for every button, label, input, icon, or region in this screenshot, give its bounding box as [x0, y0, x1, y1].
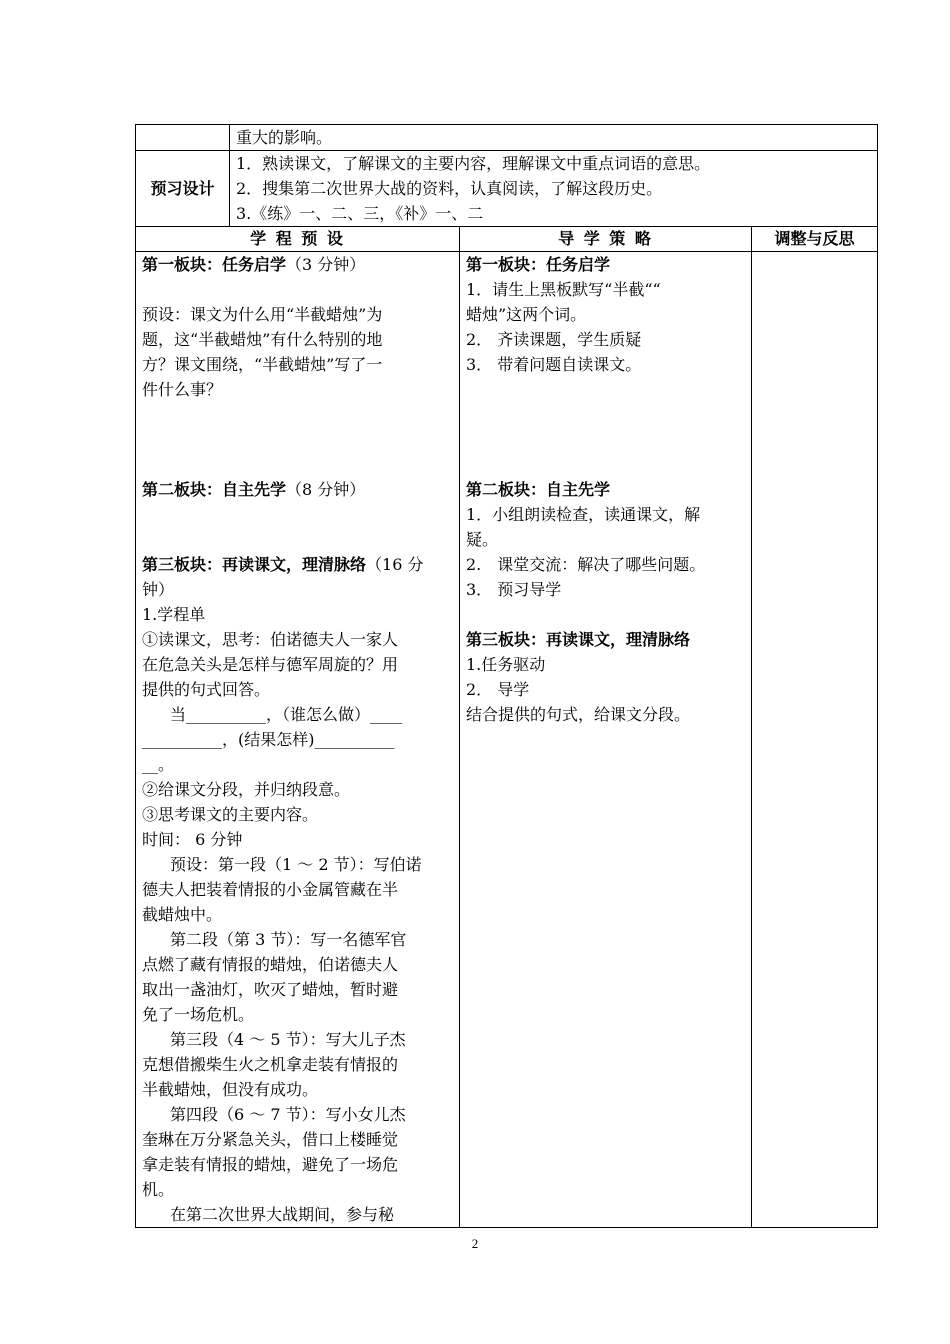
middle-text: 蜡烛”这两个词。 [466, 305, 587, 324]
left-s3-title: 第三板块：再读课文，理清脉络 [142, 555, 367, 574]
middle-text: 3． 预习导学 [466, 580, 562, 599]
middle-text: 疑。 [466, 530, 499, 549]
left-text: 1.学程单 [142, 605, 206, 624]
left-column [136, 252, 460, 1228]
left-text: 预设：第一段（1 ～ 2 节）：写伯诺 [170, 855, 422, 874]
middle-text: 1．小组朗读检查，读通课文，解 [466, 505, 701, 524]
left-text: 机。 [142, 1180, 175, 1199]
left-text: ③思考课文的主要内容。 [142, 805, 319, 824]
left-text: 方？课文围绕，“半截蜡烛”写了一 [142, 355, 383, 374]
left-text: __________，(结果怎样)__________ [142, 730, 395, 749]
middle-text: 1.任务驱动 [466, 655, 546, 674]
left-text: 克想借搬柴生火之机拿走装有情报的 [142, 1055, 399, 1074]
left-text: 在第二次世界大战期间，参与秘 [170, 1205, 395, 1224]
left-text: 截蜡烛中。 [142, 905, 223, 924]
left-s3-time: （16 分 [366, 555, 424, 574]
left-text: 拿走装有情报的蜡烛，避免了一场危 [142, 1155, 399, 1174]
middle-text: 2. 课堂交流：解决了哪些问题。 [466, 555, 706, 574]
left-text: 在危急关头是怎样与德军周旋的？用 [142, 655, 399, 674]
left-text: ①读课文，思考：伯诺德夫人一家人 [142, 630, 399, 649]
continuation-row [136, 125, 878, 151]
left-s2-time: （8 分钟） [286, 480, 366, 499]
left-text: 第二段（第 3 节）：写一名德军官 [170, 930, 407, 949]
left-text: 取出一盏油灯，吹灭了蜡烛，暂时避 [142, 980, 399, 999]
lesson-plan-table [135, 124, 878, 1228]
left-text: 第三段（4 ～ 5 节）：写大儿子杰 [170, 1030, 406, 1049]
left-text: 预设：课文为什么用“半截蜡烛”为 [142, 305, 383, 324]
left-s1-time: （3 分钟） [286, 255, 366, 274]
middle-text: 结合提供的句式，给课文分段。 [466, 705, 691, 724]
continuation-text: 重大的影响。 [230, 125, 878, 151]
preview-design-row [136, 151, 878, 227]
header-guide: 导 学 策 略 [460, 227, 752, 252]
header-reflection: 调整与反思 [752, 227, 878, 252]
left-text: ②给课文分段，并归纳段意。 [142, 780, 351, 799]
preview-label: 预习设计 [136, 151, 230, 227]
reflection-column [752, 252, 878, 1228]
middle-text: 2． 齐读课题，学生质疑 [466, 330, 642, 349]
left-text: 当__________，（谁怎么做）____ [170, 705, 403, 724]
left-s2-title: 第二板块：自主先学 [142, 480, 287, 499]
middle-s1-title: 第一板块：任务启学 [466, 255, 611, 274]
preview-items [230, 151, 878, 227]
left-text: 提供的句式回答。 [142, 680, 271, 699]
middle-text: 2． 导学 [466, 680, 530, 699]
left-text: 题，这“半截蜡烛”有什么特别的地 [142, 330, 383, 349]
middle-column [460, 252, 752, 1228]
middle-s2-title: 第二板块：自主先学 [466, 480, 611, 499]
left-text: 奎琳在万分紧急关头，借口上楼睡觉 [142, 1130, 399, 1149]
middle-text: 1．请生上黑板默写“半截““ [466, 280, 661, 299]
middle-s3-title: 第三板块：再读课文，理清脉络 [466, 630, 691, 649]
header-study: 学 程 预 设 [136, 227, 460, 252]
left-text: 点燃了藏有情报的蜡烛，伯诺德夫人 [142, 955, 399, 974]
content-row [136, 252, 878, 1228]
preview-item: 1．熟读课文，了解课文的主要内容，理解课文中重点词语的意思。 [236, 154, 711, 173]
middle-text: 3． 带着问题自读课文。 [466, 355, 642, 374]
preview-item: 2．搜集第二次世界大战的资料，认真阅读，了解这段历史。 [236, 179, 663, 198]
left-text: 免了一场危机。 [142, 1005, 255, 1024]
left-text: 第四段（6 ～ 7 节）：写小女儿杰 [170, 1105, 406, 1124]
left-text: 件什么事？ [142, 380, 223, 399]
left-text: 德夫人把装着情报的小金属管藏在半 [142, 880, 399, 899]
left-text: 钟） [142, 580, 175, 599]
left-text: 时间： 6 分钟 [142, 830, 243, 849]
left-s1-title: 第一板块：任务启学 [142, 255, 287, 274]
left-text: 半截蜡烛，但没有成功。 [142, 1080, 319, 1099]
preview-item: 3.《练》一、二、三，《补》一、二 [236, 204, 484, 223]
header-row [136, 227, 878, 252]
page-number: 2 [471, 1236, 479, 1251]
left-text: __。 [142, 755, 175, 774]
